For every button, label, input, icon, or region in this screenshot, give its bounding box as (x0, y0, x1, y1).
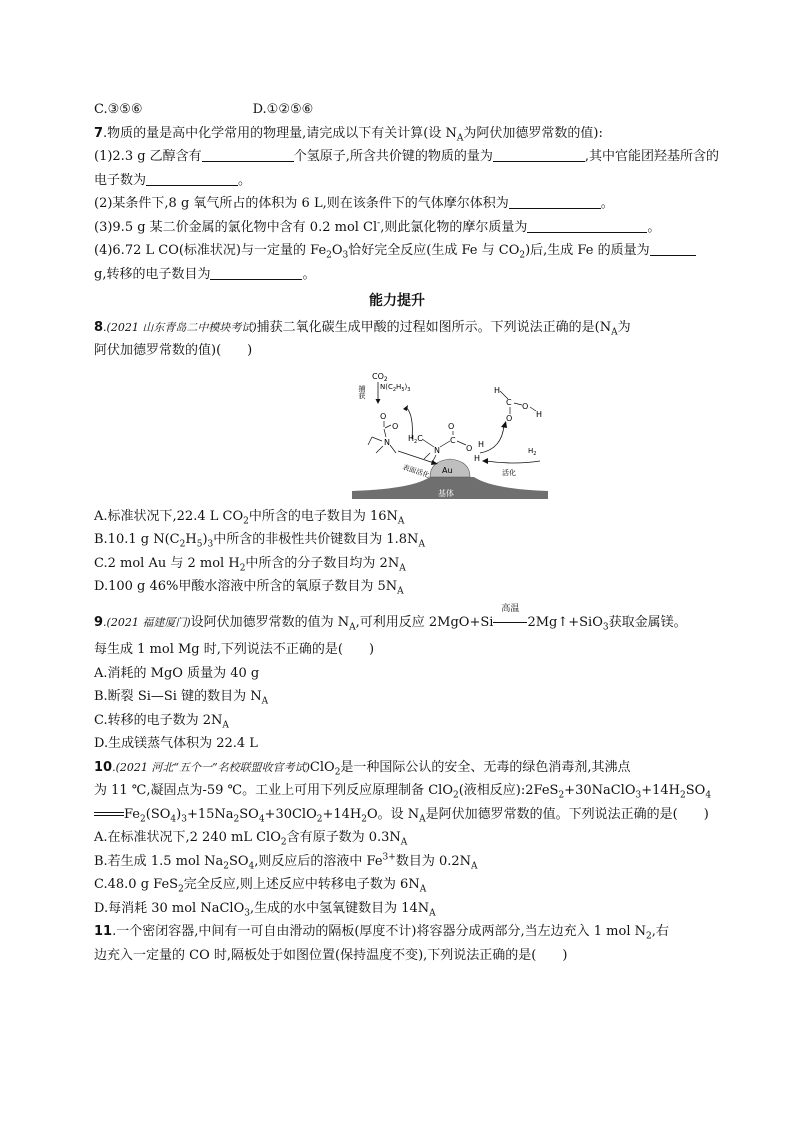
svg-text:H: H (536, 409, 543, 419)
equation-sign (94, 812, 124, 816)
reaction-condition-arrow: 高温 (493, 611, 527, 635)
q10-option-b[interactable]: B.若生成 1.5 mol $Na_2SO_4$,则反应后的溶液中 $Fe^{3+}$数目为 $0.2N_A$ (94, 852, 478, 872)
h2-label: $H_2$ (528, 446, 537, 457)
q8-stem: 8.(2021 山东青岛二中模块考试)捕获二氧化碳生成甲酸的过程如图所示。下列说法正确的是($N_A$为 (94, 319, 631, 338)
q7-number: 7 (94, 125, 104, 141)
svg-text:O: O (466, 443, 473, 453)
svg-text:O: O (522, 401, 529, 411)
q8-stem-cont: 阿伏加德罗常数的值)( ) (94, 343, 253, 358)
surface-activation-label: 表面活化 (401, 462, 431, 480)
q11-stem-cont: 边充入一定量的 CO 时,隔板处于如图位置(保持温度不变),下列说法正确的是( ) (94, 947, 568, 963)
svg-text:O: O (448, 421, 455, 431)
q6-options-cd (94, 98, 700, 122)
q9-stem-cont: 每生成 1 mol Mg 时,下列说法不正确的是( ) (94, 642, 375, 657)
q7-part3: (3)9.5 g 某二价金属的氯化物中含有 0.2 mol Cl-,则此氯化物的摩尔质量为 。 (94, 218, 661, 235)
svg-text:N: N (434, 445, 440, 455)
svg-text:C: C (506, 397, 512, 407)
answer-blank[interactable] (527, 218, 647, 233)
q9-option-d[interactable]: D.生成镁蒸气体积为 22.4 L (94, 736, 258, 751)
q8-option-a[interactable]: A.标准状况下,22.4 L $CO_2$中所含的电子数目为 $16N_A$ (94, 508, 405, 527)
q8-option-b[interactable]: B.10.1 g $N(C_2H_5)_3$中所含的非极性共价键数目为 $1.8N_A$ (94, 532, 425, 550)
svg-text:H: H (474, 453, 481, 463)
svg-text:H: H (494, 385, 501, 395)
q10-option-c[interactable]: C.48.0 g FeS$_2$完全反应,则上述反应中转移电子数为 $6N_A$ (94, 877, 427, 895)
answer-blank[interactable] (210, 265, 302, 280)
gold-label: Au (442, 465, 453, 475)
answer-blank[interactable] (509, 194, 601, 209)
activation-label: 活化 (502, 468, 516, 477)
svg-text:H: H (478, 439, 485, 449)
svg-text:H2C: $H_2C$ (408, 433, 423, 445)
q9-number: 9 (94, 614, 104, 630)
svg-text:O: O (392, 421, 399, 431)
q7-part4: (4)6.72 L CO(标准状况)与一定量的 $Fe_2O_3$恰好完全反应(生成 Fe 与 $CO_2$)后,生成 Fe 的质量为 (94, 239, 700, 263)
q7-stem: 7.物质的量是高中化学常用的物理量,请完成以下有关计算(设 $N_A$为阿伏加德罗常数的值): (94, 125, 603, 144)
q8-option-c[interactable]: C.2 mol Au 与 2 mol $H_2$中所含的分子数目均为 $2N_A$ (94, 555, 406, 574)
option-d: D.①②⑤⑥ (252, 102, 314, 117)
q9-option-a[interactable]: A.消耗的 MgO 质量为 40 g (94, 665, 260, 681)
svg-text:C: C (450, 435, 456, 445)
q7-part4-cont: g,转移的电子数目为 。 (94, 266, 316, 282)
q8-source: .(2021 山东青岛二中模块考试) (103, 320, 257, 334)
svg-text:O: O (506, 413, 513, 423)
q10-stem-line3: $Fe_2(SO_4)_3+15Na_2SO_4+30ClO_2+14H_2O$。设 $N_A$是阿伏加德罗常数的值。下列说法正确的是( ) (94, 803, 700, 827)
substrate-label: 基体 (438, 488, 454, 498)
q9-stem: 9.(2021 福建厦门)设阿伏加德罗常数的值为 $N_A$,可利用反应 2MgO+Si 高温 2Mg↑+SiO$_3$获取金属镁。 (94, 603, 687, 633)
q7-part1: (1)2.3 g 乙醇含有 个氢原子,所含共价键的物质的量为 ,其中官能团羟基所含的 (94, 149, 719, 164)
worksheet-page (94, 98, 719, 967)
q11-stem: 11.一个密闭容器,中间有一可自由滑动的隔板(厚度不计)将容器分成两部分,当左边充入 1 mol $N_2$,右 (94, 924, 669, 942)
answer-blank[interactable] (650, 241, 696, 256)
answer-blank[interactable] (202, 147, 294, 162)
q8-number: 8 (94, 319, 104, 335)
q10-source: .(2021 河北“五个一”名校联盟收官考试) (112, 760, 310, 774)
q9-option-b[interactable]: B.断裂 Si—Si 键的数目为 $N_A$ (94, 689, 269, 707)
co2-label: $CO_2$ (372, 371, 388, 383)
answer-blank[interactable] (493, 147, 585, 162)
q9-option-c[interactable]: C.转移的电子数为 $2N_A$ (94, 712, 229, 731)
svg-text:O: O (380, 411, 387, 421)
q10-stem: 10.(2021 河北“五个一”名校联盟收官考试)ClO$_2$是一种国际公认的安全、无毒的绿色消毒剂,其沸点 (94, 759, 631, 778)
capture-label: 捕获 (358, 384, 366, 399)
option-c: C.③⑤⑥ (94, 102, 143, 117)
q10-stem-line2: 为 11 ℃,凝固点为-59 ℃。工业上可用下列反应原理制备 ClO$_2$(液相反应)$:2FeS_2+30NaClO_3+14H_2SO_4$ (94, 783, 712, 801)
section-title: 能力提升 (369, 293, 425, 309)
answer-blank[interactable] (146, 171, 238, 186)
q7-part1-cont: 电子数为 。 (94, 172, 252, 188)
q8-option-d[interactable]: D.100 g 46%甲酸水溶液中所含的氧原子数目为 $5N_A$ (94, 579, 404, 597)
q9-source: .(2021 福建厦门) (103, 615, 191, 629)
q11-number: 11 (94, 924, 113, 939)
q10-option-a[interactable]: A.在标准状况下,2 240 mL ClO$_2$含有原子数为 $0.3N_A$ (94, 830, 408, 848)
co2-capture-diagram (352, 369, 548, 501)
amine-label: $N(C_2H_5)_3$ (380, 382, 411, 393)
svg-text:N: N (384, 437, 390, 447)
q7-part2: (2)某条件下,8 g 氧气所占的体积为 6 L,则在该条件下的气体摩尔体积为 。 (94, 196, 614, 211)
q10-option-d[interactable]: D.每消耗 30 mol NaClO$_3$,生成的水中氢氧键数目为 $14N_A$ (94, 900, 436, 919)
q10-number: 10 (94, 759, 113, 775)
